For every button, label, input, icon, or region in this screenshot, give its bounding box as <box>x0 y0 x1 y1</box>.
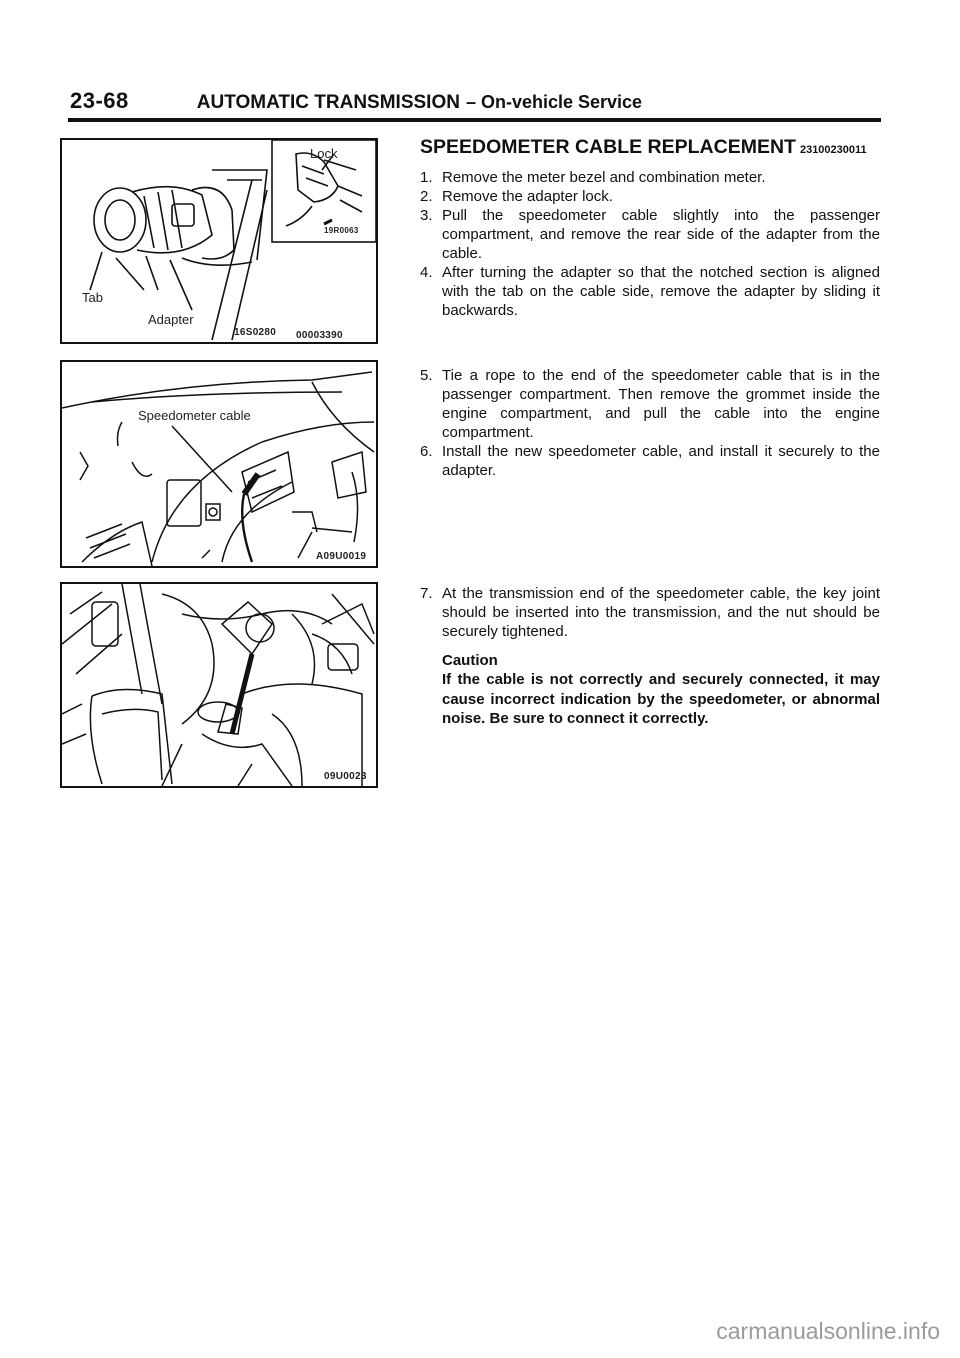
figure-engine <box>60 582 378 788</box>
procedure-doc-code: 23100230011 <box>799 144 867 156</box>
caution-block <box>442 651 880 729</box>
caution-body: If the cable is not correctly and securely connected, it may cause incorrect indication by the speedometer, or abnormal noise. Be sure to connect it correctly. <box>442 671 880 727</box>
step-number: 5. <box>420 367 433 384</box>
procedure-title <box>420 136 880 159</box>
inset-code: 19R0063 <box>324 226 359 235</box>
figure-code-right: 00003390 <box>296 330 343 341</box>
step-number: 4. <box>420 264 433 281</box>
step-item <box>420 168 880 187</box>
figure-adapter <box>60 138 378 344</box>
engine-illustration <box>62 584 376 786</box>
step-text: Pull the speedometer cable slightly into the passenger compartment, and remove the rear side of the adapter from the cable. <box>442 207 880 262</box>
step-item <box>420 584 880 641</box>
page-header <box>70 88 878 118</box>
step-item <box>420 263 880 320</box>
step-text: Remove the meter bezel and combination meter. <box>442 169 766 186</box>
figure-dashboard <box>60 360 378 568</box>
label-tab: Tab <box>82 290 103 305</box>
step-item <box>420 187 880 206</box>
step-group-1 <box>420 168 880 320</box>
step-text: At the transmission end of the speedometer cable, the key joint should be inserted into the transmission, and the nut should be securely tightened. <box>442 585 880 640</box>
figure-code-left: 16S0280 <box>234 327 277 338</box>
step-number: 3. <box>420 207 433 224</box>
adapter-illustration <box>62 140 376 342</box>
header-rule <box>68 118 881 122</box>
section-title: AUTOMATIC TRANSMISSION <box>196 92 460 113</box>
dashboard-illustration <box>62 362 376 566</box>
step-text: After turning the adapter so that the notched section is aligned with the tab on the cable side, remove the adapter by sliding it backwards. <box>442 264 880 319</box>
step-number: 6. <box>420 443 433 460</box>
procedure-title-text: SPEEDOMETER CABLE REPLACEMENT <box>420 136 796 158</box>
label-adapter: Adapter <box>148 312 194 327</box>
step-text: Install the new speedometer cable, and install it securely to the adapter. <box>442 443 880 479</box>
watermark-link[interactable]: carmanualsonline.info <box>716 1318 940 1344</box>
figure-code: A09U0019 <box>316 551 367 562</box>
step-text: Remove the adapter lock. <box>442 188 613 205</box>
step-item <box>420 206 880 263</box>
figure-code: 09U0023 <box>324 771 367 782</box>
step-number: 1. <box>420 169 433 186</box>
step-group-2 <box>420 366 880 480</box>
step-item <box>420 366 880 442</box>
section-subtitle: – On-vehicle Service <box>465 92 643 112</box>
caution-title: Caution <box>442 652 498 669</box>
step-text: Tie a rope to the end of the speedometer cable that is in the passenger compartment. Then remove the grommet inside the engine compartment, and pull the cable into the engine compartment. <box>442 367 880 441</box>
label-lock: Lock <box>310 146 338 161</box>
step-number: 2. <box>420 188 433 205</box>
label-speedometer-cable: Speedometer cable <box>138 408 251 423</box>
step-group-3 <box>420 584 880 729</box>
step-item <box>420 442 880 480</box>
page-number: 23-68 <box>70 88 129 113</box>
step-number: 7. <box>420 585 433 602</box>
procedure-content <box>420 136 880 727</box>
